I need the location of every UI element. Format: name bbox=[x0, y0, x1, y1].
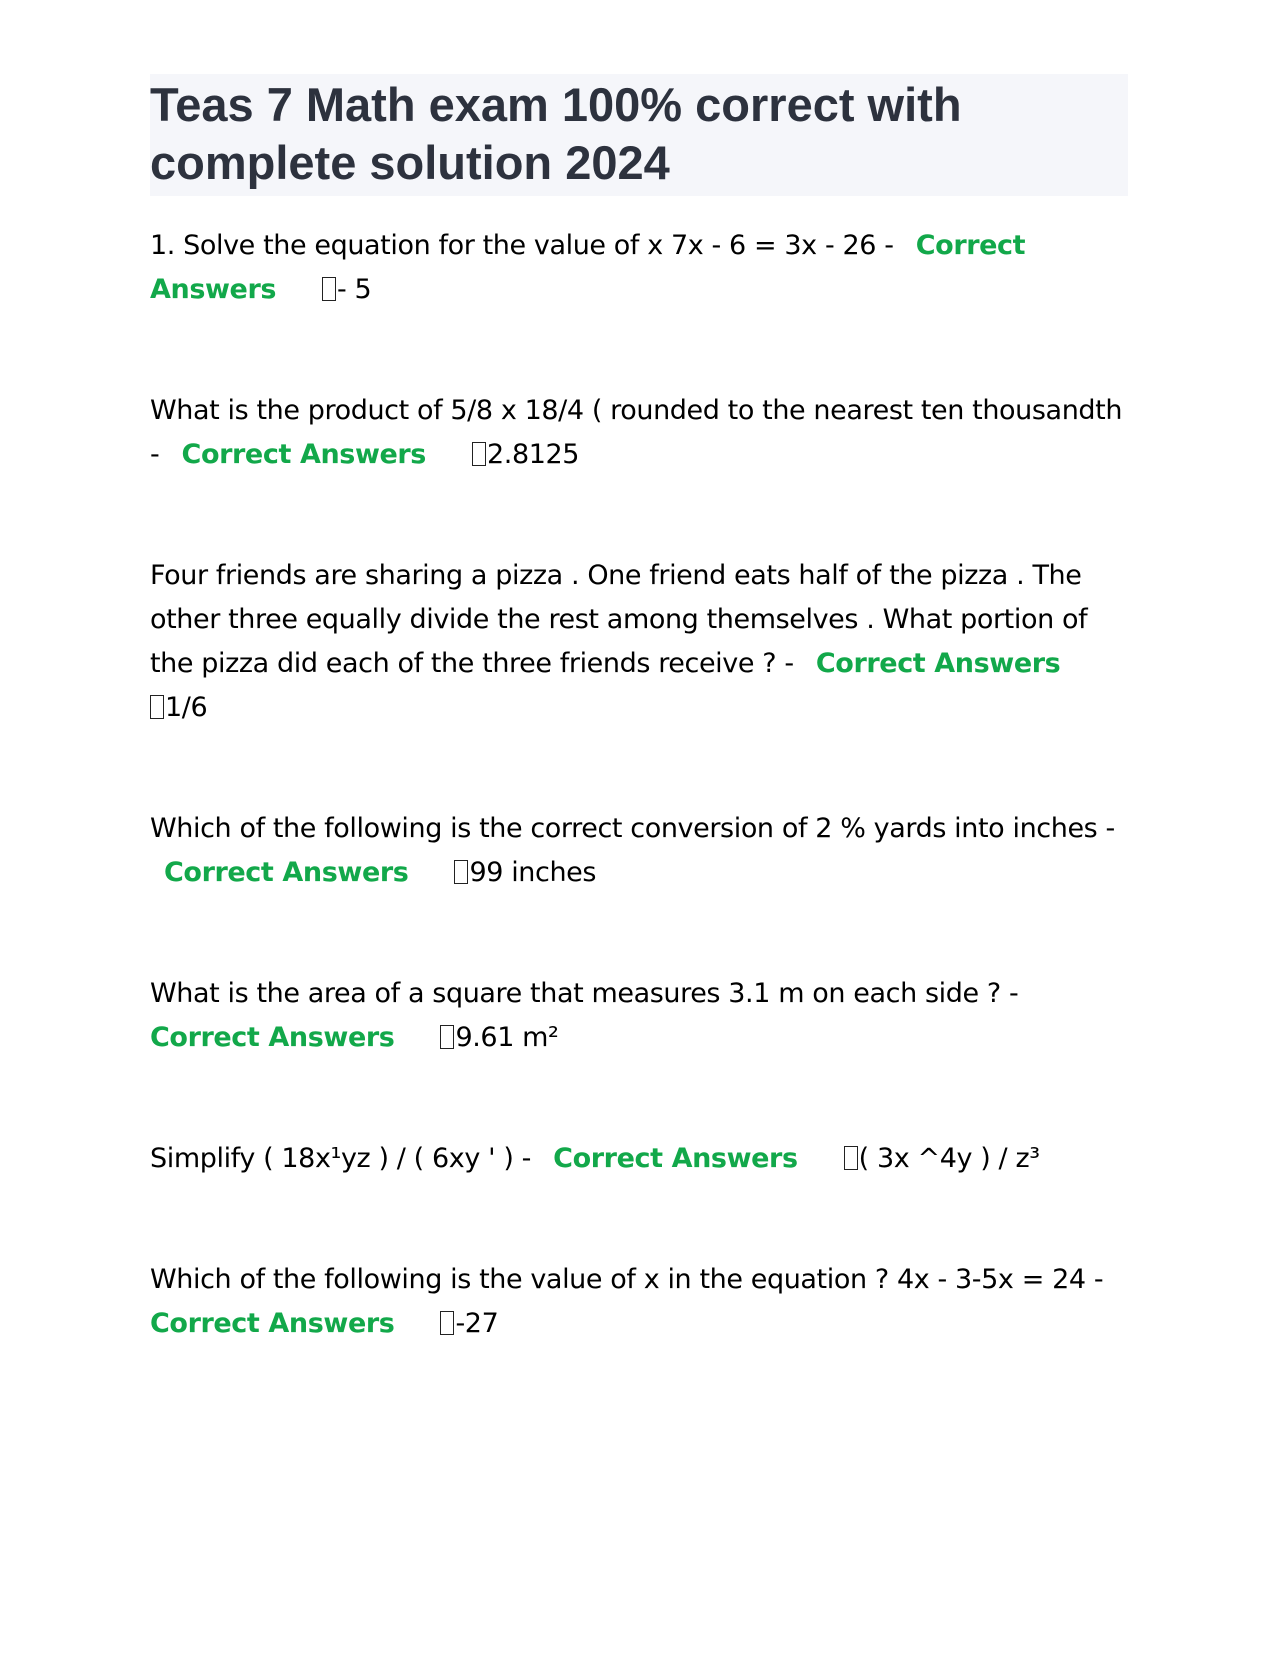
qa-item-7 bbox=[150, 1258, 1128, 1346]
answer-text: 99 inches bbox=[469, 857, 597, 888]
question-list bbox=[150, 224, 1130, 1346]
correct-answers-label: Correct Answers bbox=[150, 1308, 395, 1339]
answer-text: 1/6 bbox=[165, 692, 208, 723]
question-text: Four friends are sharing a pizza . One friend eats half of the pizza . The other three equally divide the rest among themselves . What portion of the pizza did each of the three friends receive ? - bbox=[150, 560, 1088, 679]
correct-answers-label: Correct Answers bbox=[815, 648, 1061, 679]
empty-box-icon bbox=[150, 695, 164, 719]
question-text: Which of the following is the value of x in the equation ? 4x - 3-5x = 24 - bbox=[150, 1264, 1104, 1295]
qa-item-3 bbox=[150, 554, 1128, 730]
empty-box-icon bbox=[844, 1146, 858, 1170]
title-block bbox=[150, 74, 1128, 196]
correct-answers-label: Correct Answers bbox=[181, 439, 426, 470]
answer-text: -27 bbox=[455, 1308, 499, 1339]
correct-answers-label: Correct Answers bbox=[164, 857, 409, 888]
empty-box-icon bbox=[440, 1025, 454, 1049]
empty-box-icon bbox=[440, 1311, 454, 1335]
question-text: Simplify ( 18x¹yz ) / ( 6xy ' ) - bbox=[150, 1143, 540, 1174]
empty-box-icon bbox=[454, 860, 468, 884]
qa-item-6 bbox=[150, 1137, 1128, 1181]
question-text: 1. Solve the equation for the value of x 7x - 6 = 3x - 26 - bbox=[150, 230, 902, 261]
qa-item-2 bbox=[150, 389, 1128, 477]
answer-text: - 5 bbox=[337, 274, 372, 305]
question-text: What is the area of a square that measures 3.1 m on each side ? - bbox=[150, 978, 1019, 1009]
answer-text: ( 3x ^4y ) / z³ bbox=[858, 1143, 1040, 1174]
qa-item-1 bbox=[150, 224, 1128, 312]
question-text: What is the product of 5/8 x 18/4 ( rounded to the nearest ten thousandth - bbox=[150, 395, 1123, 470]
empty-box-icon bbox=[472, 442, 486, 466]
document-page bbox=[150, 74, 1130, 1423]
question-text: Which of the following is the correct conversion of 2 % yards into inches - bbox=[150, 813, 1115, 844]
correct-answers-label: Correct Answers bbox=[553, 1143, 798, 1174]
answer-text: 2.8125 bbox=[486, 439, 580, 470]
empty-box-icon bbox=[322, 277, 336, 301]
document-title: Teas 7 Math exam 100% correct with complete solution 2024 bbox=[150, 78, 962, 189]
qa-item-4 bbox=[150, 807, 1128, 895]
correct-answers-label: Correct Answers bbox=[150, 1022, 395, 1053]
correct-answers-label: Correct Answers bbox=[150, 230, 1026, 305]
answer-text: 9.61 m² bbox=[455, 1022, 559, 1053]
qa-item-5 bbox=[150, 972, 1128, 1060]
